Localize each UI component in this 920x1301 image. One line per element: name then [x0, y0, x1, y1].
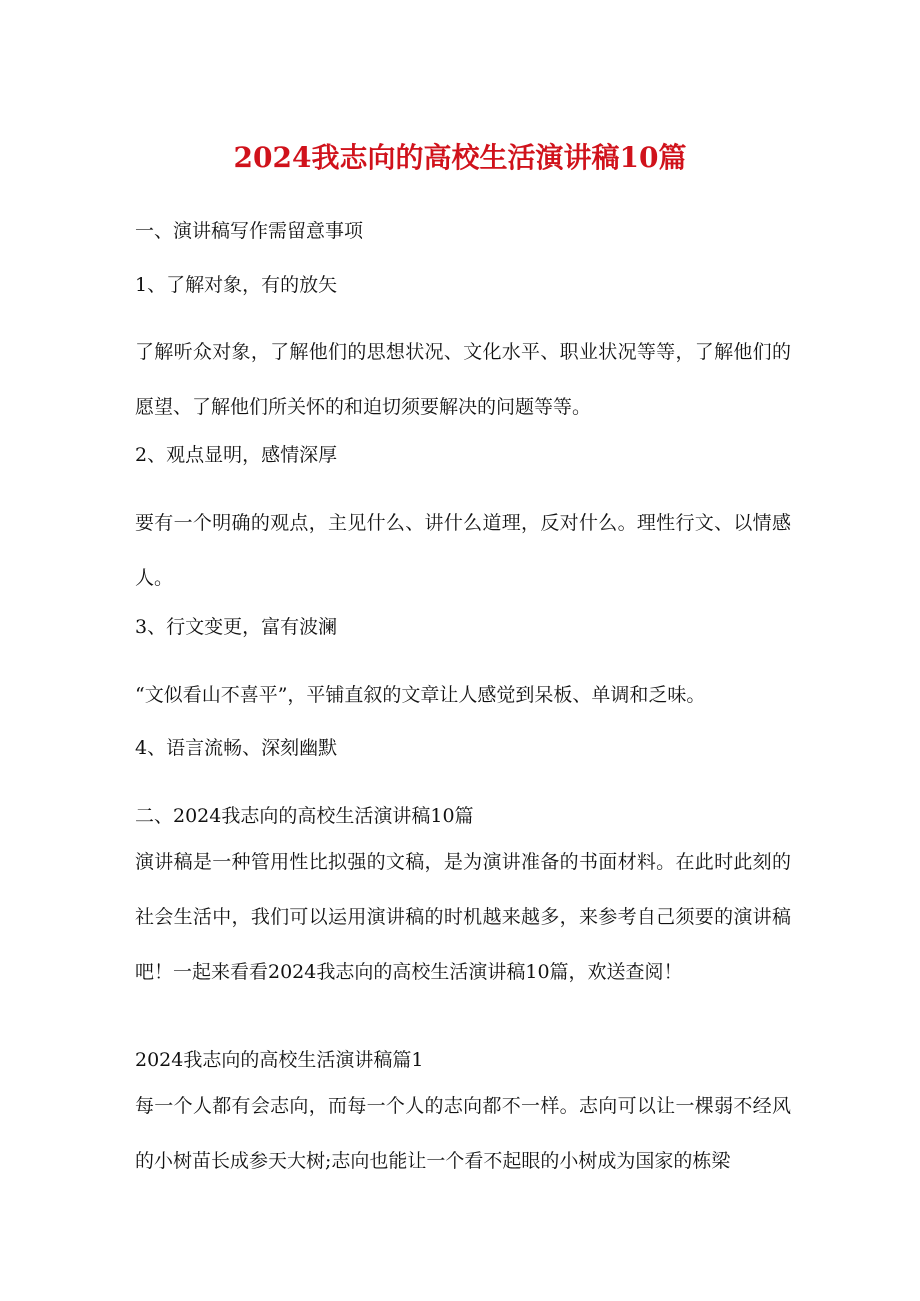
article-1-title: 2024我志向的高校生活演讲稿篇1 — [135, 1049, 424, 1071]
section-heading-1: 一、演讲稿写作需留意事项 — [135, 220, 364, 242]
point-1-heading: 1、了解对象，有的放矢 — [135, 274, 338, 296]
document-title: 2024我志向的高校生活演讲稿10篇 — [233, 141, 687, 174]
point-3-heading: 3、行文变更，富有波澜 — [135, 616, 338, 638]
section-heading-2: 二、2024我志向的高校生活演讲稿10篇 — [135, 805, 474, 827]
point-2-body: 要有一个明确的观点，主见什么、讲什么道理，反对什么。理性行文、以情感人。 — [135, 512, 791, 589]
intro-paragraph: 演讲稿是一种管用性比拟强的文稿，是为演讲准备的书面材料。在此时此刻的社会生活中，我们可以运用演讲稿的时机越来越多，来参考自己须要的演讲稿吧！一起来看看2024我志向的高校生活演讲稿10篇，欢送查阅！ — [135, 851, 791, 983]
point-3-body: “文似看山不喜平”，平铺直叙的文章让人感觉到呆板、单调和乏味。 — [135, 684, 706, 706]
point-4-heading: 4、语言流畅、深刻幽默 — [135, 737, 338, 759]
point-2-heading: 2、观点显明，感情深厚 — [135, 444, 338, 466]
point-1-body: 了解听众对象，了解他们的思想状况、文化水平、职业状况等等，了解他们的愿望、了解他们所关怀的和迫切须要解决的问题等等。 — [135, 341, 791, 418]
article-1-body: 每一个人都有会志向，而每一个人的志向都不一样。志向可以让一棵弱不经风的小树苗长成参天大树;志向也能让一个看不起眼的小树成为国家的栋梁 — [135, 1095, 791, 1172]
